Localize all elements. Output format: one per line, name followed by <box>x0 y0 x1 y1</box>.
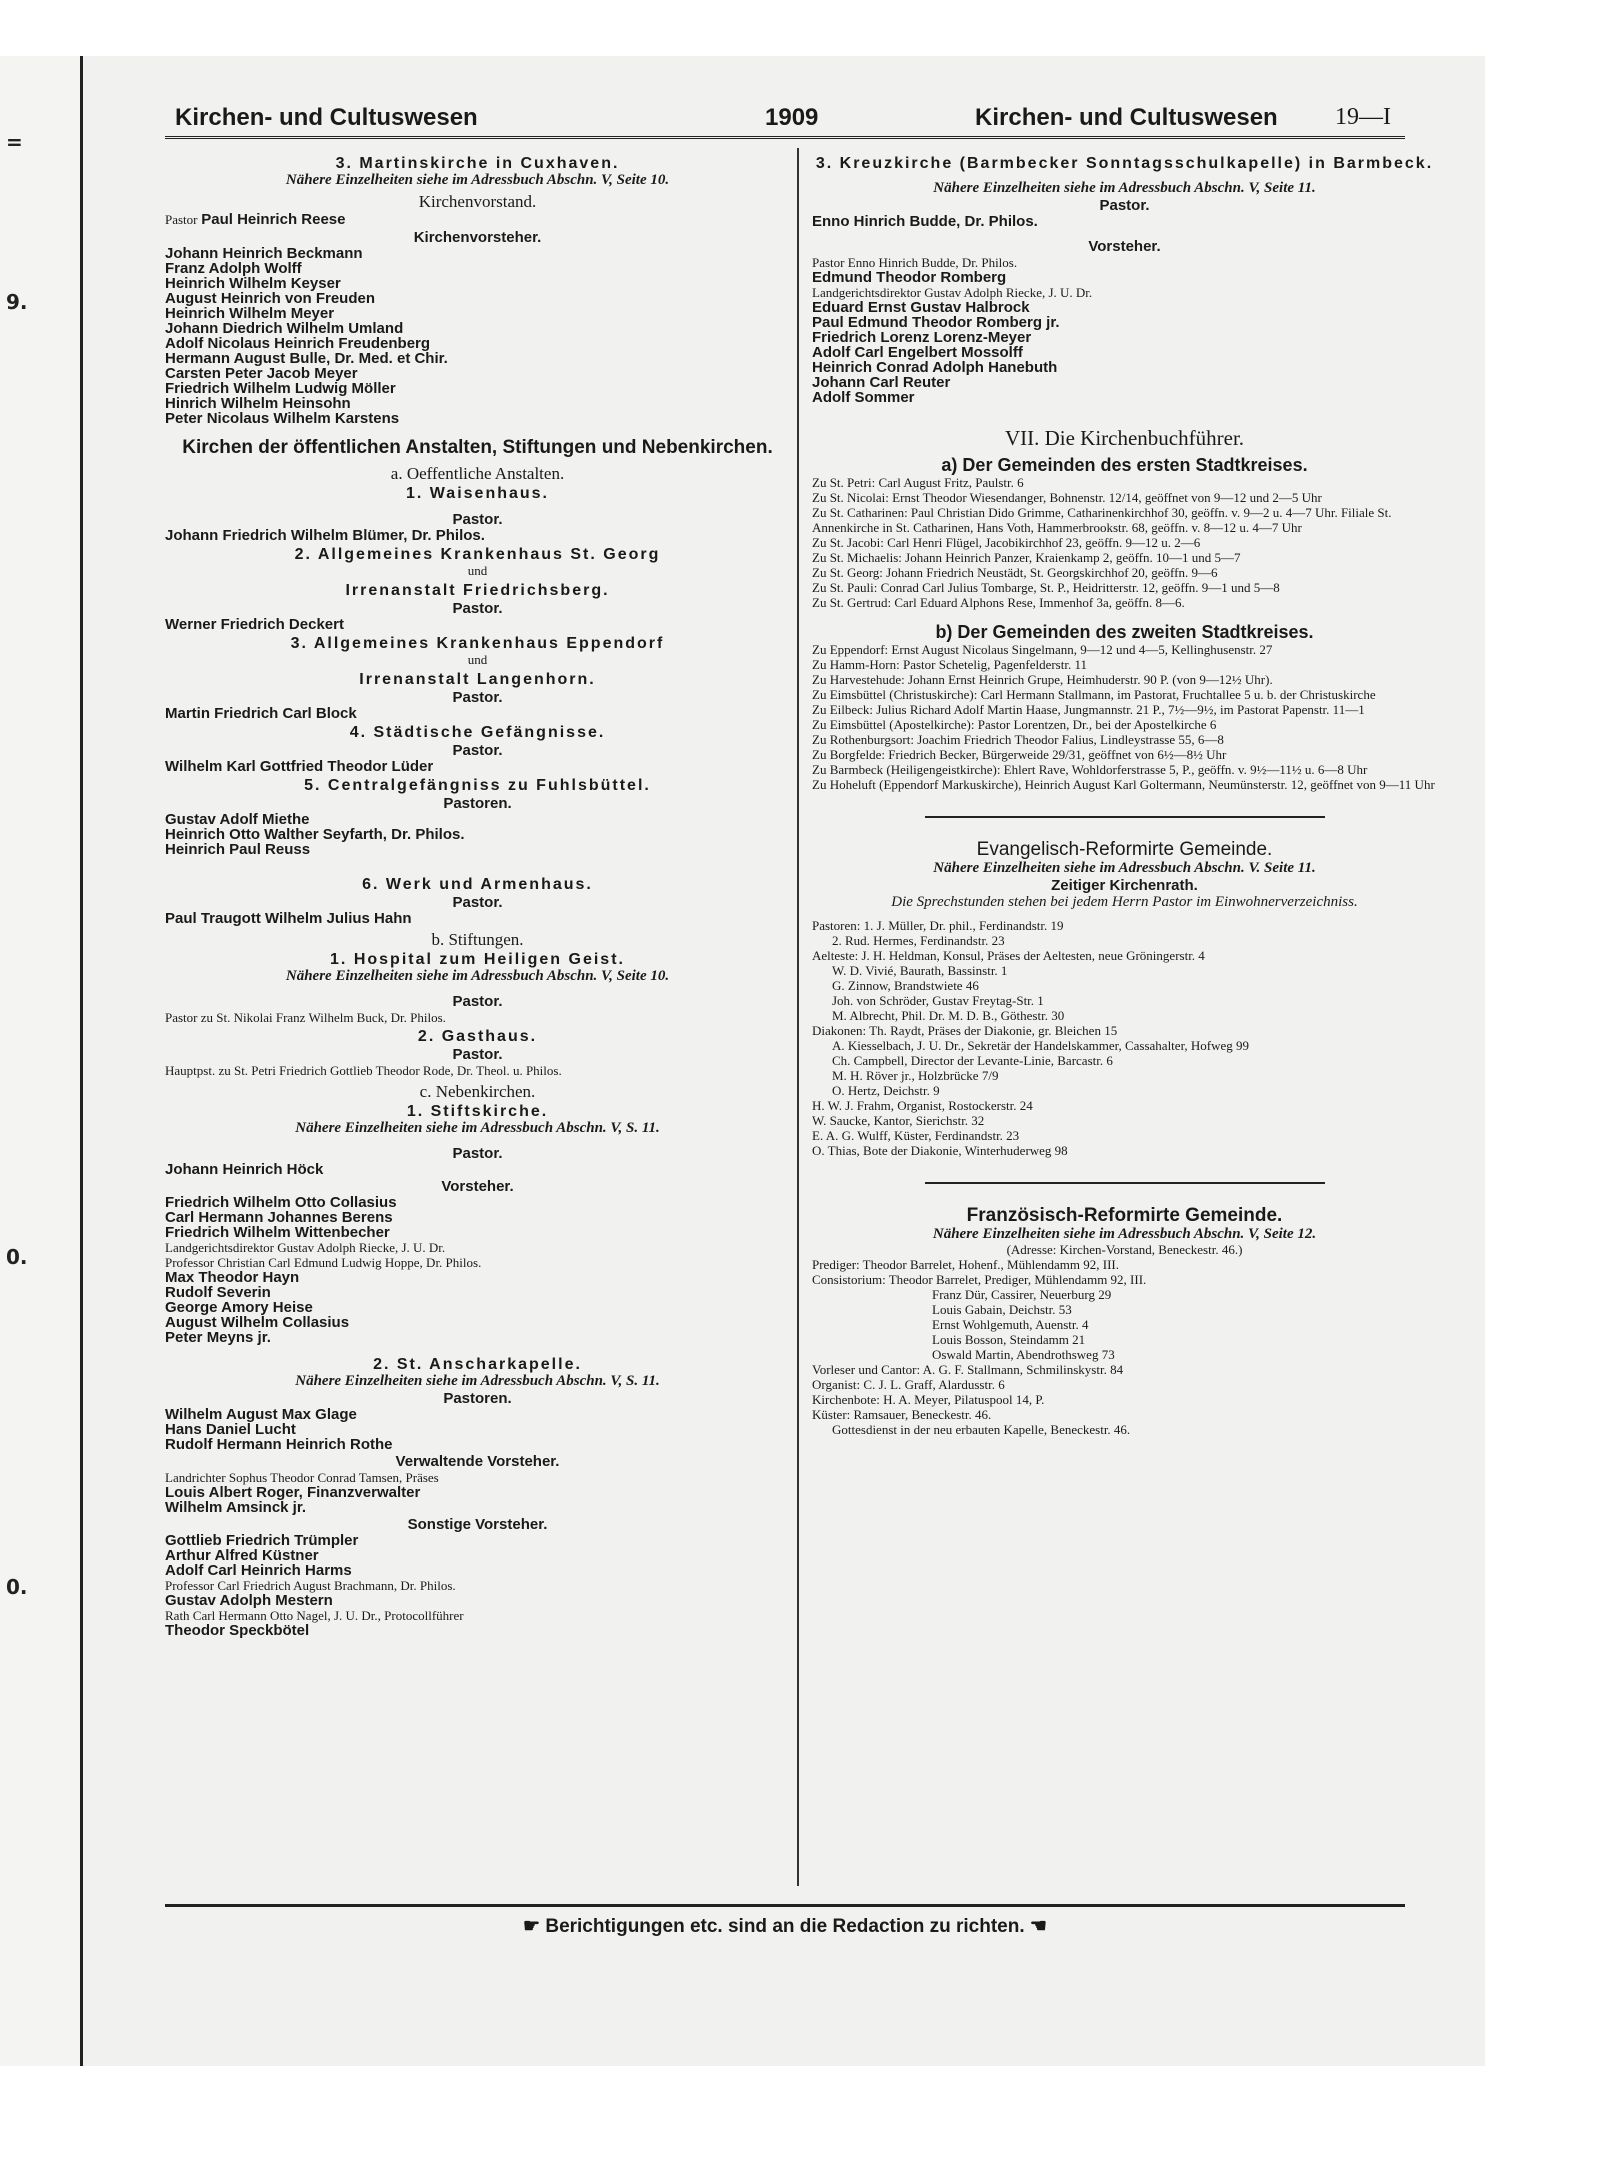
council-line: M. H. Röver jr., Holzbrücke 7/9 <box>832 1068 999 1083</box>
member-name: Friedrich Wilhelm Wittenbecher <box>165 1224 390 1241</box>
register-entry: Zu Barmbeck (Heiligengeistkirche): Ehlert Rave, Wohldorferstrasse 5, P., geöffn. v. 9½—11½ u. 6—8 Uhr <box>812 762 1368 777</box>
council-line: Prediger: Theodor Barrelet, Hohenf., Mühlendamm 92, III. <box>812 1257 1119 1272</box>
member-name: Rath Carl Hermann Otto Nagel, J. U. Dr., Protocollführer <box>165 1608 464 1623</box>
reference-note: Nähere Einzelheiten siehe im Adressbuch Abschn. V, Seite 12. <box>932 1226 1317 1242</box>
role-heading: Pastor. <box>452 600 503 617</box>
council-line: W. D. Vivié, Baurath, Bassinstr. 1 <box>832 963 1008 978</box>
role-heading: Pastor. <box>1099 197 1150 214</box>
institution-title: 1. Waisenhaus. <box>406 485 549 502</box>
reference-note: Nähere Einzelheiten siehe im Adressbuch Abschn. V, S. 11. <box>295 1373 660 1389</box>
member-name: Edmund Theodor Romberg <box>812 269 1007 286</box>
pastor-name: Heinrich Otto Walther Seyfarth, Dr. Philos. <box>165 826 465 843</box>
pastor-line: Pastor zu St. Nikolai Franz Wilhelm Buck, Dr. Philos. <box>165 1010 446 1025</box>
facing-page-edge <box>0 56 80 2066</box>
pastor-name: Martin Friedrich Carl Block <box>165 705 357 722</box>
pastor-name: Rudolf Hermann Heinrich Rothe <box>165 1436 393 1453</box>
council-line: Aelteste: J. H. Heldman, Konsul, Präses der Aeltesten, neue Gröningerstr. 4 <box>812 948 1205 963</box>
district-heading: a) Der Gemeinden des ersten Stadtkreises. <box>941 455 1308 475</box>
margin-mark: 0. <box>6 1575 28 1599</box>
council-line: A. Kiesselbach, J. U. Dr., Sekretär der Handelskammer, Cassahalter, Hofweg 99 <box>832 1038 1250 1053</box>
page-number: 19—I <box>1335 104 1391 130</box>
district-heading: b) Der Gemeinden des zweiten Stadtkreises. <box>935 622 1314 642</box>
member-name: Johann Diedrich Wilhelm Umland <box>165 320 404 337</box>
pastor-name: Gustav Adolf Miethe <box>165 811 310 828</box>
role-heading: Verwaltende Vorsteher. <box>395 1453 560 1470</box>
pastor-name: Enno Hinrich Budde, Dr. Philos. <box>812 213 1038 230</box>
margin-mark: 9. <box>6 290 28 314</box>
reference-note: Nähere Einzelheiten siehe im Adressbuch Abschn. V, Seite 10. <box>285 172 670 188</box>
margin-mark: 0. <box>6 1245 28 1269</box>
reference-note: Nähere Einzelheiten siehe im Adressbuch Abschn. V. Seite 11. <box>933 860 1316 876</box>
role-heading: Pastor. <box>452 511 503 528</box>
institution-title: 1. Hospital zum Heiligen Geist. <box>330 951 625 968</box>
pastor-name: Wilhelm August Max Glage <box>165 1406 357 1423</box>
council-line: Gottesdienst in der neu erbauten Kapelle, Beneckestr. 46. <box>832 1422 1131 1437</box>
conjunction: und <box>467 563 488 578</box>
member-name: Professor Christian Carl Edmund Ludwig Hoppe, Dr. Philos. <box>165 1255 482 1270</box>
register-entry: Zu St. Nicolai: Ernst Theodor Wiesendanger, Bohnenstr. 12/14, geöffnet von 9—12 und 2—5 Uhr <box>812 490 1322 505</box>
institution-title: 4. Städtische Gefängnisse. <box>349 724 606 741</box>
council-line: Oswald Martin, Abendrothsweg 73 <box>932 1347 1115 1362</box>
council-line: E. A. G. Wulff, Küster, Ferdinandstr. 23 <box>812 1128 1020 1143</box>
pastor-name: Paul Traugott Wilhelm Julius Hahn <box>165 910 412 927</box>
role-heading: Pastor. <box>452 894 503 911</box>
member-name: Landrichter Sophus Theodor Conrad Tamsen, Präses <box>165 1470 439 1485</box>
register-entry: Zu Borgfelde: Friedrich Becker, Bürgerweide 29/31, geöffnet von 6½—8½ Uhr <box>812 747 1227 762</box>
member-name: Adolf Carl Engelbert Mossolff <box>812 344 1023 361</box>
left-column <box>165 152 790 1638</box>
section-heading: Kirchen der öffentlichen Anstalten, Stiftungen und Nebenkirchen. <box>182 437 773 458</box>
pastor-name: Heinrich Paul Reuss <box>165 841 311 858</box>
member-name: Paul Edmund Theodor Romberg jr. <box>812 314 1060 331</box>
member-name: Pastor Enno Hinrich Budde, Dr. Philos. <box>812 255 1018 270</box>
right-column <box>812 152 1437 1437</box>
register-entry: Zu Hamm-Horn: Pastor Schetelig, Pagenfelderstr. 11 <box>812 657 1087 672</box>
gutter-line <box>80 56 83 2066</box>
member-name: Friedrich Wilhelm Ludwig Möller <box>165 380 396 397</box>
community-heading: Evangelisch-Reformirte Gemeinde. <box>976 839 1273 860</box>
member-name: Landgerichtsdirektor Gustav Adolph Riecke, J. U. Dr. <box>165 1240 446 1255</box>
role-heading: Pastor. <box>452 742 503 759</box>
council-line: Louis Bosson, Steindamm 21 <box>932 1332 1086 1347</box>
register-entry: Zu Hoheluft (Eppendorf Markuskirche), Heinrich August Karl Goltermann, Neumünsterstr. 12, geöffnet von 9—11 Uhr <box>812 777 1435 792</box>
member-name: Peter Nicolaus Wilhelm Karstens <box>165 410 400 427</box>
member-name: August Heinrich von Freuden <box>165 290 376 307</box>
institution-title: 1. Stiftskirche. <box>406 1103 549 1120</box>
council-line: Franz Dür, Cassirer, Neuerburg 29 <box>932 1287 1112 1302</box>
role-heading: Zeitiger Kirchenrath. <box>1051 877 1198 894</box>
council-line: M. Albrecht, Phil. Dr. M. D. B., Göthestr. 30 <box>832 1008 1065 1023</box>
institution-title: 5. Centralgefängniss zu Fuhlsbüttel. <box>304 777 651 794</box>
council-line: Diakonen: Th. Raydt, Präses der Diakonie, gr. Bleichen 15 <box>812 1023 1118 1038</box>
role-heading: Kirchenvorsteher. <box>413 229 542 246</box>
register-entry: Zu Harvestehude: Johann Ernst Heinrich Grupe, Heimhuderstr. 90 P. (von 9—12½ Uhr). <box>812 672 1273 687</box>
pointing-hand-icon: ☚ <box>1029 1916 1047 1937</box>
member-name: Louis Albert Roger, Finanzverwalter <box>165 1484 421 1501</box>
council-line: G. Zinnow, Brandstwiete 46 <box>832 978 979 993</box>
pastor-name: Paul Heinrich Reese <box>201 211 346 228</box>
council-line: Ernst Wohlgemuth, Auenstr. 4 <box>932 1317 1089 1332</box>
pastor-name: Werner Friedrich Deckert <box>165 616 344 633</box>
role-heading: Pastor. <box>452 1145 503 1162</box>
register-entry: Zu Rothenburgsort: Joachim Friedrich Theodor Falius, Lindleystrasse 55, 6—8 <box>812 732 1224 747</box>
register-entry: Zu St. Jacobi: Carl Henri Flügel, Jacobikirchhof 23, geöffn. 9—12 u. 2—6 <box>812 535 1201 550</box>
council-line: H. W. J. Frahm, Organist, Rostockerstr. 24 <box>812 1098 1033 1113</box>
member-name: Heinrich Wilhelm Meyer <box>165 305 335 322</box>
institution-title: 2. Gasthaus. <box>417 1028 538 1045</box>
role-heading: Vorsteher. <box>441 1178 514 1195</box>
member-name: Peter Meyns jr. <box>165 1329 271 1346</box>
pastor-line: Hauptpst. zu St. Petri Friedrich Gottlieb Theodor Rode, Dr. Theol. u. Philos. <box>165 1063 562 1078</box>
member-name: Gustav Adolph Mestern <box>165 1592 333 1609</box>
section-title: 3. Kreuzkirche (Barmbecker Sonntagsschulkapelle) in Barmbeck. <box>815 155 1434 172</box>
member-name: Carl Hermann Johannes Berens <box>165 1209 393 1226</box>
role-heading: Pastoren. <box>443 1390 512 1407</box>
role-heading: Pastoren. <box>443 795 512 812</box>
register-entry: Zu Eppendorf: Ernst August Nicolaus Singelmann, 9—12 und 4—5, Kellinghusenstr. 27 <box>812 642 1273 657</box>
pastor-name: Johann Heinrich Höck <box>165 1161 324 1178</box>
office-hours-note: Die Sprechstunden stehen bei jedem Herrn Pastor im Einwohnerverzeichniss. <box>891 894 1358 910</box>
council-line: Louis Gabain, Deichstr. 53 <box>932 1302 1072 1317</box>
member-name: Rudolf Severin <box>165 1284 271 1301</box>
council-line: O. Thias, Bote der Diakonie, Winterhuderweg 98 <box>812 1143 1068 1158</box>
register-entry: Zu Eilbeck: Julius Richard Adolf Martin Haase, Jungmannstr. 21 P., 7½—9½, im Pastorat Papenstr. 11—1 <box>812 702 1365 717</box>
member-name: Gottlieb Friedrich Trümpler <box>165 1532 359 1549</box>
register-entry: Zu St. Petri: Carl August Fritz, Paulstr. 6 <box>812 475 1024 490</box>
running-header <box>165 102 1405 139</box>
role-heading: Pastor. <box>452 1046 503 1063</box>
member-name: Professor Carl Friedrich August Brachmann, Dr. Philos. <box>165 1578 456 1593</box>
council-line: O. Hertz, Deichstr. 9 <box>832 1083 940 1098</box>
member-name: Hinrich Wilhelm Heinsohn <box>165 395 351 412</box>
member-name: Adolf Sommer <box>812 389 915 406</box>
member-name: Heinrich Conrad Adolph Hanebuth <box>812 359 1058 376</box>
pastor-name: Hans Daniel Lucht <box>165 1421 296 1438</box>
member-name: Franz Adolph Wolff <box>165 260 302 277</box>
subheading: b. Stiftungen. <box>431 930 524 949</box>
reference-note: Nähere Einzelheiten siehe im Adressbuch Abschn. V, Seite 11. <box>933 180 1316 196</box>
chapter-heading: VII. Die Kirchenbuchführer. <box>1004 426 1245 450</box>
member-name: Arthur Alfred Küstner <box>165 1547 319 1564</box>
member-name: Johann Carl Reuter <box>812 374 951 391</box>
subheading: Kirchenvorstand. <box>418 192 537 211</box>
institution-title: 2. St. Anscharkapelle. <box>373 1356 582 1373</box>
register-entry: Zu St. Michaelis: Johann Heinrich Panzer, Kraienkamp 2, geöffn. 10—1 und 5—7 <box>812 550 1241 565</box>
institution-title: Irrenanstalt Friedrichsberg. <box>345 582 610 599</box>
register-entry: Zu St. Georg: Johann Friedrich Neustädt, St. Georgskirchhof 20, geöffn. 9—6 <box>812 565 1218 580</box>
member-name: Landgerichtsdirektor Gustav Adolph Riecke, J. U. Dr. <box>812 285 1093 300</box>
section-rule <box>925 1182 1325 1184</box>
council-line: Consistorium: Theodor Barrelet, Prediger, Mühlendamm 92, III. <box>812 1272 1147 1287</box>
subheading: a. Oeffentliche Anstalten. <box>390 464 565 483</box>
member-name: Carsten Peter Jacob Meyer <box>165 365 358 382</box>
reference-note: Nähere Einzelheiten siehe im Adressbuch Abschn. V, Seite 10. <box>285 968 670 984</box>
header-year: 1909 <box>765 104 819 131</box>
institution-title: 2. Allgemeines Krankenhaus St. Georg <box>294 546 661 563</box>
address-note: (Adresse: Kirchen-Vorstand, Beneckestr. 46.) <box>1006 1242 1243 1257</box>
council-line: Organist: C. J. L. Graff, Alardusstr. 6 <box>812 1377 1005 1392</box>
register-entry: Zu St. Catharinen: Paul Christian Dido Grimme, Catharinenkirchhof 30, geöffn. v. 9—2 u. 4—7 Uhr. Filiale St. Annenkirche in St. Catharinen, Hans Voth, Hammerbrookstr. 68, geöffn. v. 8—12 u. 4—7 Uhr <box>812 505 1392 535</box>
header-left: Kirchen- und Cultuswesen <box>175 104 478 131</box>
section-title: 3. Martinskirche in Cuxhaven. <box>335 155 620 172</box>
council-line: Küster: Ramsauer, Beneckestr. 46. <box>812 1407 992 1422</box>
member-name: Wilhelm Amsinck jr. <box>165 1499 307 1516</box>
council-line: Kirchenbote: H. A. Meyer, Pilatuspool 14, P. <box>812 1392 1045 1407</box>
footer-notice <box>165 1904 1405 1945</box>
role-heading: Pastor. <box>452 689 503 706</box>
community-heading: Französisch-Reformirte Gemeinde. <box>966 1205 1283 1226</box>
member-name: Adolf Carl Heinrich Harms <box>165 1562 352 1579</box>
title-prefix: Pastor <box>165 212 198 227</box>
member-name: Hermann August Bulle, Dr. Med. et Chir. <box>165 350 448 367</box>
member-name: Friedrich Lorenz Lorenz-Meyer <box>812 329 1032 346</box>
member-name: Max Theodor Hayn <box>165 1269 300 1286</box>
member-name: Johann Heinrich Beckmann <box>165 245 363 262</box>
council-line: W. Saucke, Kantor, Sierichstr. 32 <box>812 1113 985 1128</box>
footer-text: Berichtigungen etc. sind an die Redaction zu richten. <box>545 1916 1025 1937</box>
institution-title: 3. Allgemeines Krankenhaus Eppendorf <box>290 635 665 652</box>
role-heading: Sonstige Vorsteher. <box>407 1516 548 1533</box>
council-line: Vorleser und Cantor: A. G. F. Stallmann, Schmilinskystr. 84 <box>812 1362 1124 1377</box>
register-entry: Zu St. Pauli: Conrad Carl Julius Tombarge, St. P., Heidritterstr. 12, geöffn. 9—1 und 5—8 <box>812 580 1280 595</box>
role-heading: Pastor. <box>452 993 503 1010</box>
register-entry: Zu St. Gertrud: Carl Eduard Alphons Rese, Immenhof 3a, geöffn. 8—6. <box>812 595 1185 610</box>
member-name: Eduard Ernst Gustav Halbrock <box>812 299 1030 316</box>
pastor-name: Johann Friedrich Wilhelm Blümer, Dr. Philos. <box>165 527 485 544</box>
institution-title: Irrenanstalt Langenhorn. <box>359 671 596 688</box>
conjunction: und <box>467 652 488 667</box>
council-line: 2. Rud. Hermes, Ferdinandstr. 23 <box>832 933 1005 948</box>
header-right: Kirchen- und Cultuswesen <box>975 104 1278 131</box>
subheading: c. Nebenkirchen. <box>419 1082 536 1101</box>
member-name: August Wilhelm Collasius <box>165 1314 350 1331</box>
institution-title: 6. Werk und Armenhaus. <box>362 876 593 893</box>
council-line: Pastoren: 1. J. Müller, Dr. phil., Ferdinandstr. 19 <box>812 918 1064 933</box>
register-entry: Zu Eimsbüttel (Christuskirche): Carl Hermann Stallmann, im Pastorat, Fruchtallee 5 u. b. der Christuskirche <box>812 687 1376 702</box>
pointing-hand-icon: ☛ <box>523 1916 541 1937</box>
member-name: George Amory Heise <box>165 1299 313 1316</box>
role-heading: Vorsteher. <box>1088 238 1161 255</box>
reference-note: Nähere Einzelheiten siehe im Adressbuch Abschn. V, S. 11. <box>295 1120 660 1136</box>
margin-mark: = <box>6 130 23 154</box>
pastor-name: Wilhelm Karl Gottfried Theodor Lüder <box>165 758 434 775</box>
council-line: Joh. von Schröder, Gustav Freytag-Str. 1 <box>832 993 1044 1008</box>
section-rule <box>925 816 1325 818</box>
register-entry: Zu Eimsbüttel (Apostelkirche): Pastor Lorentzen, Dr., bei der Apostelkirche 6 <box>812 717 1217 732</box>
member-name: Friedrich Wilhelm Otto Collasius <box>165 1194 397 1211</box>
column-divider <box>797 148 799 1886</box>
council-line: Ch. Campbell, Director der Levante-Linie, Barcastr. 6 <box>832 1053 1113 1068</box>
member-name: Theodor Speckbötel <box>165 1622 310 1639</box>
member-name: Heinrich Wilhelm Keyser <box>165 275 341 292</box>
member-name: Adolf Nicolaus Heinrich Freudenberg <box>165 335 431 352</box>
